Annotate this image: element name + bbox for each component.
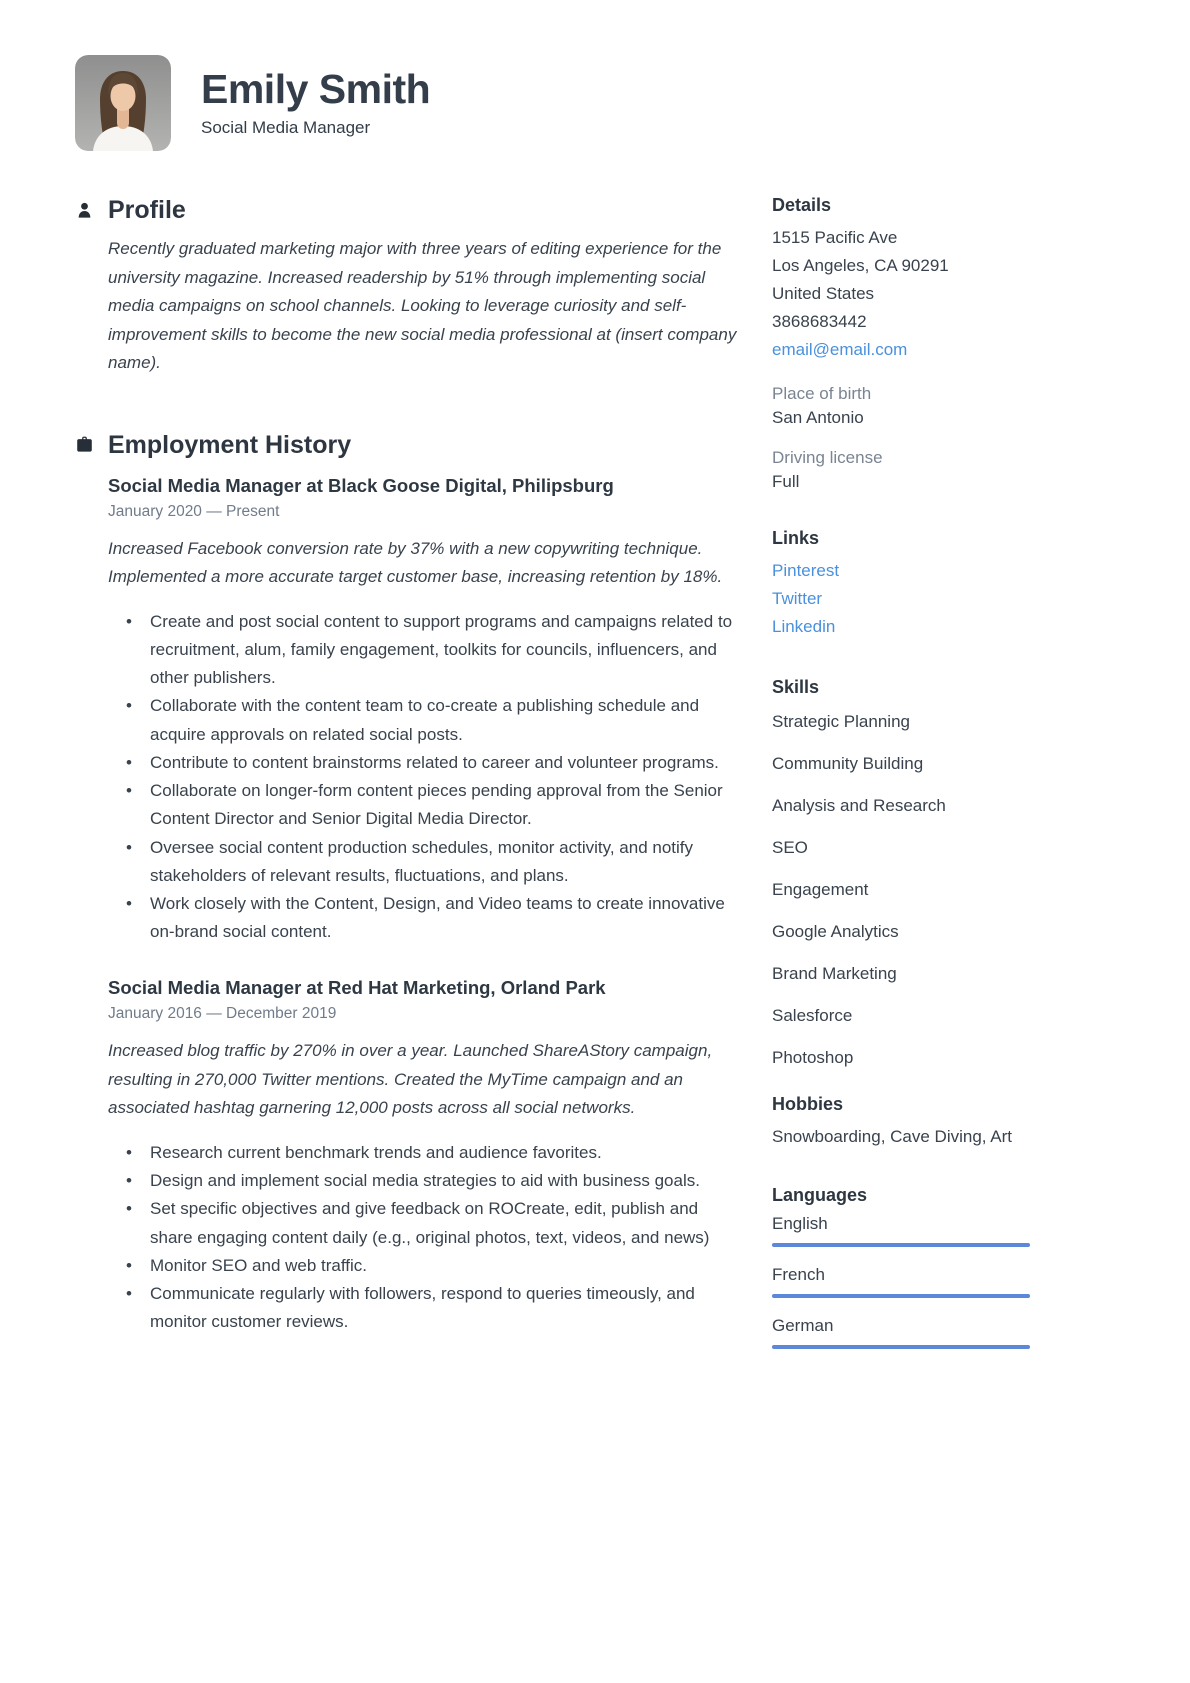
job-entry [108,976,737,1336]
skill-item: Photoshop [772,1048,854,1068]
skill-item: Community Building [772,754,924,774]
hobbies-heading: Hobbies [772,1094,844,1115]
email-link[interactable]: email@email.com [772,340,908,360]
skills-group [772,677,1030,1068]
job-bullet: • Collaborate with the content team to co-create a publishing schedule and acquire approvals on related social posts. [126,692,737,748]
profile-photo [75,55,171,151]
address-line-1: 1515 Pacific Ave [772,228,898,247]
skill-item: Salesforce [772,1006,853,1026]
job-bullet: • Design and implement social media strategies to aid with business goals. [126,1167,737,1195]
language-name: English [772,1213,828,1233]
main-column [75,195,737,1375]
job-bullet: • Research current benchmark trends and audience favorites. [126,1139,737,1167]
profile-photo-image [75,55,171,151]
job-bullet: • Collaborate on longer-form content pieces pending approval from the Senior Content Director and Senior Digital Media Director. [126,777,737,833]
link-pinterest[interactable]: Pinterest [772,561,840,581]
details-group [772,195,1030,492]
job-summary: Increased blog traffic by 270% in over a year. Launched ShareAStory campaign, resulting in 270,000 Twitter mentions. Created the MyTime campaign and an associated hashtag garnering 12,000 posts across all social networks. [108,1041,713,1118]
language-name: French [772,1264,825,1284]
hobbies-group [772,1094,1030,1150]
links-heading: Links [772,528,820,549]
language-entry [772,1316,1030,1349]
skills-list [772,712,1030,1068]
job-dates: January 2020 — Present [108,502,280,520]
language-entry [772,1214,1030,1247]
job-title: Social Media Manager at Black Goose Digital, Philipsburg [108,474,614,496]
job-dates: January 2016 — December 2019 [108,1005,337,1023]
links-group [772,528,1030,641]
language-proficiency-bar [772,1345,1030,1349]
employment-section-head [75,430,737,460]
language-name: German [772,1315,834,1335]
link-twitter[interactable]: Twitter [772,589,823,609]
language-entry [772,1265,1030,1298]
job-entry [108,474,737,947]
hobbies-text: Snowboarding, Cave Diving, Art [772,1127,1013,1147]
job-bullet: • Work closely with the Content, Design, and Video teams to create innovative on-brand social content. [126,890,737,946]
job-bullet: • Oversee social content production schedules, monitor activity, and notify stakeholders of relevant results, fluctuations, and plans. [126,834,737,890]
profile-section-head [75,195,737,225]
driving-license-value: Full [772,472,800,492]
employment-heading: Employment History [108,430,352,459]
job-bullet-list [126,1139,737,1337]
address-country: United States [772,284,875,304]
place-of-birth-label: Place of birth [772,384,872,404]
person-icon [75,201,94,220]
header-job-title: Social Media Manager [201,118,371,138]
languages-heading: Languages [772,1184,868,1205]
profile-section [75,195,737,378]
details-heading: Details [772,195,832,215]
language-proficiency-bar [772,1243,1030,1247]
profile-text: Recently graduated marketing major with three years of editing experience for the university magazine. Increased readership by 51% through implementing social media campaigns on school channels. Looking to leverage curiosity and self-improvement skills to become the new social media professional at (insert company name). [108,239,737,373]
job-bullet: • Monitor SEO and web traffic. [126,1252,737,1280]
employment-section [75,430,737,1337]
languages-group [772,1185,1030,1349]
driving-license-label: Driving license [772,448,883,468]
skill-item: Google Analytics [772,922,899,942]
briefcase-icon [75,435,94,454]
job-title: Social Media Manager at Red Hat Marketing, Orland Park [108,977,606,999]
job-summary: Increased Facebook conversion rate by 37% with a new copywriting technique. Implemented a more accurate target customer base, increasing retention by 18%. [108,538,723,587]
job-bullet: • Contribute to content brainstorms related to career and volunteer programs. [126,749,737,777]
phone-number: 3868683442 [772,312,867,332]
skill-item: SEO [772,838,808,858]
job-bullet: • Create and post social content to support programs and campaigns related to recruitment, alum, family engagement, toolkits for councils, influencers, and other publishers. [126,608,737,693]
job-bullet-list [126,608,737,947]
skills-heading: Skills [772,677,820,698]
address-line-2: Los Angeles, CA 90291 [772,256,949,276]
content-columns [0,151,1190,1375]
header-text [201,55,430,138]
link-linkedin[interactable]: Linkedin [772,617,836,637]
header [0,0,1190,151]
job-bullet: • Communicate regularly with followers, respond to queries timeously, and monitor customer reviews. [126,1280,737,1336]
sidebar [772,195,1030,1375]
skill-item: Strategic Planning [772,712,910,732]
skill-item: Engagement [772,880,869,900]
job-bullet: • Set specific objectives and give feedback on ROCreate, edit, publish and share engaging content daily (e.g., original photos, text, videos, and news) [126,1195,737,1251]
skill-item: Analysis and Research [772,796,946,816]
language-proficiency-bar [772,1294,1030,1298]
place-of-birth-value: San Antonio [772,408,864,428]
profile-heading: Profile [108,196,186,224]
name-heading: Emily Smith [201,66,431,112]
skill-item: Brand Marketing [772,964,897,984]
